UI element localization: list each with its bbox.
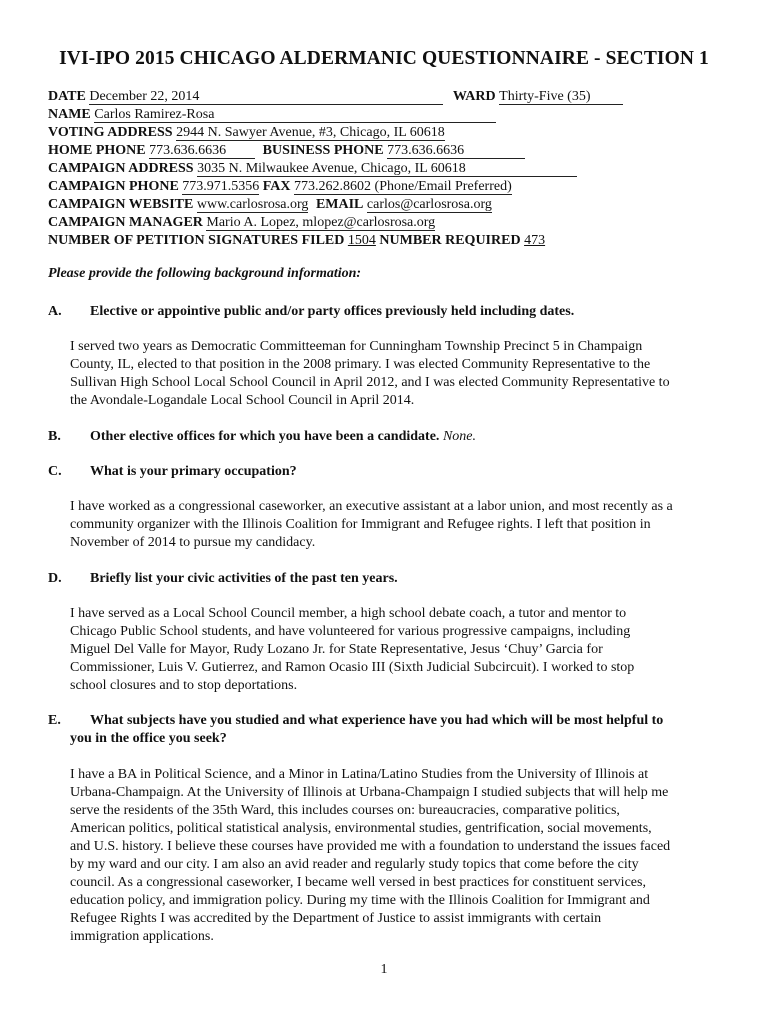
instructions: Please provide the following background information: bbox=[48, 266, 362, 281]
answer-line: I have served as a Local School Council member, a high school debate coach, a tutor and mentor to bbox=[70, 606, 627, 621]
question-text: Briefly list your civic activities of the past ten years. bbox=[90, 571, 398, 586]
voting-address-value: 2944 N. Sawyer Avenue, #3, Chicago, IL 60618 bbox=[176, 125, 445, 140]
date-label: DATE bbox=[48, 89, 86, 104]
question-e-line2: you in the office you seek? bbox=[70, 731, 227, 746]
campaign-website-label: CAMPAIGN WEBSITE bbox=[48, 197, 194, 212]
answer-line: Sullivan High School Local School Council in April 2012, and I was elected Community Representative to bbox=[70, 375, 670, 390]
campaign-phone-label: CAMPAIGN PHONE bbox=[48, 179, 179, 194]
required-label: NUMBER REQUIRED bbox=[379, 233, 521, 248]
required-value: 473 bbox=[524, 233, 546, 248]
answer-line: I have worked as a congressional caseworker, an executive assistant at a labor union, and most recently as a bbox=[70, 499, 673, 514]
answer-line: immigration applications. bbox=[70, 929, 214, 944]
phone-row bbox=[48, 142, 728, 160]
campaign-manager-value: Mario A. Lopez, mlopez@carlosrosa.org bbox=[206, 215, 436, 230]
question-b bbox=[48, 428, 728, 446]
question-c bbox=[48, 463, 728, 481]
question-text bbox=[90, 428, 728, 446]
email-label: EMAIL bbox=[315, 197, 364, 212]
email-value[interactable]: carlos@carlosrosa.org bbox=[366, 197, 492, 212]
fax-label: FAX bbox=[262, 179, 291, 194]
name-row bbox=[48, 106, 728, 124]
answer-line: Miguel Del Valle for Mayor, Rudy Lozano Jr. for State Representative, Jesus ‘Chuy’ Garcia for bbox=[70, 642, 603, 657]
answer-e bbox=[70, 766, 730, 946]
answer-line: community organizer with the Illinois Coalition for Immigrant and Refugee rights. I left that position in bbox=[70, 517, 651, 532]
campaign-phone-value: 773.971.5356 bbox=[182, 179, 260, 194]
answer-line: Chicago Public School students, and have volunteered for various progressive campaigns, including bbox=[70, 624, 631, 639]
candidate-info-block bbox=[48, 88, 728, 250]
campaign-phone-row bbox=[48, 178, 728, 196]
answer-line: I served two years as Democratic Committeeman for Cunningham Township Precinct 5 in Champaign bbox=[70, 339, 643, 354]
question-b-text: Other elective offices for which you have been a candidate. bbox=[90, 429, 440, 444]
home-phone-value: 773.636.6636 bbox=[149, 143, 255, 159]
question-e bbox=[48, 712, 728, 748]
answer-line: November of 2014 to pursue my candidacy. bbox=[70, 535, 316, 550]
question-b-answer: None. bbox=[442, 429, 476, 444]
answer-line: Commissioner, Luis V. Gutierrez, and Ramon Ocasio III (Sixth Judicial Subcircuit). I worked to stop bbox=[70, 660, 635, 675]
question-letter: A. bbox=[48, 304, 62, 319]
business-phone-label: BUSINESS PHONE bbox=[262, 143, 384, 158]
answer-line: serve the residents of the 35th Ward, this includes courses on: bureaucracies, comparative politics, bbox=[70, 803, 620, 818]
campaign-manager-row bbox=[48, 214, 728, 232]
answer-line: Refugee Rights I was accredited by the Department of Justice to assist immigrants with certain bbox=[70, 911, 602, 926]
answer-a bbox=[70, 338, 730, 410]
date-ward-row bbox=[48, 88, 728, 106]
question-letter: D. bbox=[48, 571, 62, 586]
voting-address-label: VOTING ADDRESS bbox=[48, 125, 173, 140]
business-phone-value: 773.636.6636 bbox=[387, 143, 525, 159]
answer-c bbox=[70, 498, 730, 552]
answer-line: and U.S. history. I believe these courses have provided me with a foundation to understand the issues faced bbox=[70, 839, 671, 854]
campaign-manager-label: CAMPAIGN MANAGER bbox=[48, 215, 203, 230]
question-a bbox=[48, 303, 728, 321]
answer-line: council. As a congressional caseworker, I became well versed in best practices for constituent services, bbox=[70, 875, 646, 890]
answer-line: the Avondale-Logandale Local School Council in April 2014. bbox=[70, 393, 415, 408]
question-text: What is your primary occupation? bbox=[90, 464, 297, 479]
answer-line: by my ward and our city. I am also an avid reader and regularly study topics that come before the city bbox=[70, 857, 639, 872]
petition-value: 1504 bbox=[347, 233, 376, 248]
ward-value: Thirty-Five (35) bbox=[499, 89, 623, 105]
name-value: Carlos Ramirez-Rosa bbox=[94, 107, 496, 123]
question-text bbox=[90, 712, 728, 730]
home-phone-label: HOME PHONE bbox=[48, 143, 146, 158]
campaign-address-row bbox=[48, 160, 728, 178]
website-email-row bbox=[48, 196, 728, 214]
answer-line: education policy, and immigration policy. During my time with the Illinois Coalition for Immigrant and bbox=[70, 893, 650, 908]
campaign-address-value: 3035 N. Milwaukee Avenue, Chicago, IL 60618 bbox=[197, 161, 577, 177]
fax-value: 773.262.8602 (Phone/Email Preferred) bbox=[294, 179, 512, 194]
petition-row bbox=[48, 232, 728, 250]
document-title: IVI-IPO 2015 CHICAGO ALDERMANIC QUESTIONNAIRE - SECTION 1 bbox=[59, 48, 709, 69]
answer-line: American politics, political statistical analysis, environmental studies, gentrification, social movements, bbox=[70, 821, 652, 836]
campaign-website-value[interactable]: www.carlosrosa.org bbox=[196, 197, 309, 212]
question-d bbox=[48, 570, 728, 588]
answer-line: County, IL, elected to that position in the 2008 primary. I was elected Community Representative to the bbox=[70, 357, 651, 372]
question-letter: E. bbox=[48, 713, 61, 728]
page-number: 1 bbox=[380, 962, 388, 977]
petition-label: NUMBER OF PETITION SIGNATURES FILED bbox=[48, 233, 345, 248]
answer-line: school closures and to stop deportations. bbox=[70, 678, 298, 693]
answer-d bbox=[70, 605, 730, 695]
campaign-address-label: CAMPAIGN ADDRESS bbox=[48, 161, 194, 176]
voting-address-row bbox=[48, 124, 728, 142]
answer-line: Urbana-Champaign. At the University of Illinois at Urbana-Champaign I studied subjects that will help me bbox=[70, 785, 669, 800]
ward-label: WARD bbox=[452, 89, 496, 104]
name-label: NAME bbox=[48, 107, 91, 122]
question-e-line1: What subjects have you studied and what experience have you had which will be most helpful to bbox=[90, 713, 664, 728]
question-letter: C. bbox=[48, 464, 62, 479]
date-value: December 22, 2014 bbox=[89, 89, 443, 105]
question-text: Elective or appointive public and/or party offices previously held including dates. bbox=[90, 304, 575, 319]
answer-line: I have a BA in Political Science, and a Minor in Latina/Latino Studies from the University of Illinois at bbox=[70, 767, 649, 782]
question-letter: B. bbox=[48, 429, 61, 444]
